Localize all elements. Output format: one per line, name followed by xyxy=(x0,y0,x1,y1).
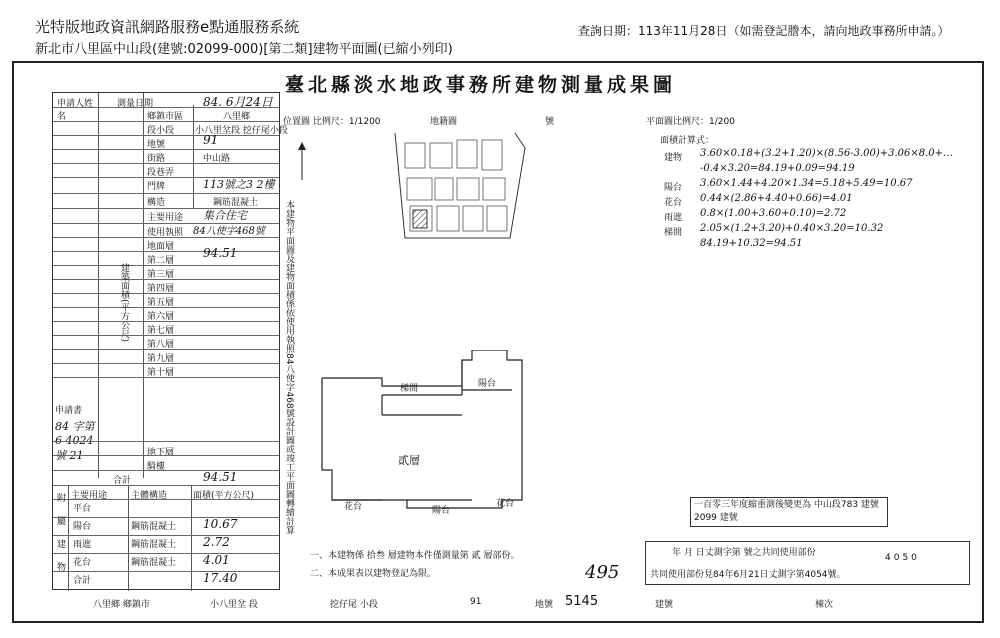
footer-lot-label: 地號 xyxy=(535,600,554,610)
floor-label: 地面層 xyxy=(147,242,175,252)
aux-cell-area: 2.72 xyxy=(203,535,230,549)
map-number-label: 地籍圖 xyxy=(430,117,458,127)
floor-label: 第十層 xyxy=(147,368,175,378)
calc-formula: -0.4×3.20=84.19+0.09=94.19 xyxy=(700,163,855,174)
vertical-note: 本建物平面圖及建物面積係依使用執照84八使字468號設計圖或竣工平面圖轉繪計算 xyxy=(284,200,294,535)
lot-value: 91 xyxy=(203,133,219,147)
calc-heading: 面積計算式： xyxy=(660,136,715,146)
base-label-3: 街路 xyxy=(147,154,166,164)
calc-label: 梯間 xyxy=(664,228,683,238)
north-arrow-icon xyxy=(296,142,308,182)
footer-building-label: 建號 xyxy=(655,600,674,610)
aux-cell-structure: 鋼筋混凝土 xyxy=(131,540,177,550)
structure-value: 鋼筋混凝土 xyxy=(213,198,259,208)
total-value: 94.51 xyxy=(203,470,238,484)
calc-label: 花台 xyxy=(664,198,683,208)
note-1: 一、本建物係 拾叁 層建物本件僅測量第 貳 層部份。 xyxy=(310,551,520,561)
aux-cell-use: 雨遮 xyxy=(73,540,92,550)
floor-label: 第八層 xyxy=(147,340,175,350)
application-label: 申請書 xyxy=(55,406,83,416)
footer-lot-no: 5145 xyxy=(565,594,599,609)
building-info-table xyxy=(52,92,288,590)
floor-label: 第三層 xyxy=(147,270,175,280)
handwritten-number: 495 xyxy=(585,562,620,583)
footer-sheet-label: 棟次 xyxy=(815,600,834,610)
floor-label: 第七層 xyxy=(147,326,175,336)
section-value: 小八里坌段 挖仔尾小段 xyxy=(195,126,288,136)
note-2: 二、本成果表以建物登記為限。 xyxy=(310,569,437,579)
calc-formula: 2.05×(1.2+3.20)+0.40×3.20=10.32 xyxy=(700,223,884,234)
floor-label: 第二層 xyxy=(147,256,175,266)
plan-scale: 平面圖比例尺：1/200 xyxy=(646,117,735,127)
basement-label-0: 地下層 xyxy=(147,448,175,458)
side-label-building: 建築面積(平方公尺) xyxy=(119,263,129,343)
shared-line-1: 年 月 日丈測字第 號之共同使用部份 xyxy=(672,548,816,558)
calc-formula: 84.19+10.32=94.51 xyxy=(700,238,803,249)
calc-formula: 3.60×0.18+(3.2+1.20)×(8.56-3.00)+3.06×8.0+… xyxy=(700,148,954,159)
renumber-stamp: 一百零三年度縮重測後變更為 中山段783 建號2099 建號 xyxy=(690,497,888,527)
township-value: 八里鄉 xyxy=(223,112,251,122)
base-label-1: 段小段 xyxy=(147,126,175,136)
calc-formula: 0.8×(1.00+3.60+0.10)=2.72 xyxy=(700,208,847,219)
applicant-label: 申請人姓名 xyxy=(57,99,94,122)
structure-label: 構造 xyxy=(147,198,166,208)
base-label-2: 地號 xyxy=(147,140,166,150)
aux-cell-structure: 鋼筋混凝土 xyxy=(131,522,177,532)
plan-label-stair: 梯間 xyxy=(400,384,419,394)
plan-label-floor: 貳層 xyxy=(398,454,420,467)
side-aux-label: 附屬建物 xyxy=(55,493,65,585)
aux-cell-use: 合計 xyxy=(73,576,92,586)
floor-label: 第四層 xyxy=(147,284,175,294)
aux-cell-area: 4.01 xyxy=(203,553,230,567)
query-date: 查詢日期：113年11月28日（如需登記謄本，請向地政事務所申請。） xyxy=(578,24,950,38)
floor-label: 第六層 xyxy=(147,312,175,322)
shared-line-1-value: 4050 xyxy=(885,553,920,563)
door-value: 113號之3 2樓 xyxy=(203,178,275,191)
license-label: 使用執照 xyxy=(147,228,184,238)
aux-cell-area: 10.67 xyxy=(203,517,238,531)
license-value: 84八使字468號 xyxy=(193,226,265,237)
aux-cell-structure: 鋼筋混凝土 xyxy=(131,558,177,568)
total-label: 合計 xyxy=(113,476,132,486)
aux-header-2: 面積(平方公尺) xyxy=(193,491,255,501)
calc-formula: 3.60×1.44+4.20×1.34=5.18+5.49=10.67 xyxy=(700,178,913,189)
aux-cell-use: 平台 xyxy=(73,504,92,514)
floor-label: 第九層 xyxy=(147,354,175,364)
use-label: 主要用途 xyxy=(147,213,184,223)
footer-lot: 91 xyxy=(470,597,482,607)
shared-line-2: 共同使用部份見84年6月21日丈測字第4054號。 xyxy=(650,570,846,580)
basement-label-1: 騎樓 xyxy=(147,462,166,472)
footer-section: 小八里坌 段 xyxy=(210,600,258,610)
street-value: 中山路 xyxy=(203,154,231,164)
document-title: 臺北縣淡水地政事務所建物測量成果圖 xyxy=(285,74,677,96)
base-label-4: 段巷弄 xyxy=(147,168,175,178)
survey-date-label: 測量日期 xyxy=(117,99,154,109)
floor-label: 第五層 xyxy=(147,298,175,308)
application-value: 84 字第6 4024號 21 xyxy=(55,420,95,462)
aux-header-1: 主體構造 xyxy=(131,491,168,501)
location-map-label: 位置圖 比例尺：1/1200 xyxy=(283,117,381,127)
plan-label-flower-1: 花台 xyxy=(344,502,363,512)
base-label-5: 門牌 xyxy=(147,182,166,192)
aux-cell-use: 花台 xyxy=(73,558,92,568)
system-title: 光特版地政資訊網路服務e點通服務系統 xyxy=(35,18,300,36)
footer-subsection: 挖仔尾 小段 xyxy=(330,600,378,610)
floor-plan xyxy=(312,350,542,520)
aux-header-0: 主要用途 xyxy=(71,491,108,501)
calc-label: 建物 xyxy=(664,153,683,163)
survey-date-value: 84. 6月24日 xyxy=(203,95,273,109)
plan-label-balcony: 陽台 xyxy=(478,379,497,389)
footer-township: 八里鄉 鄉鎮市 xyxy=(93,600,150,610)
plan-label-balcony-2: 陽台 xyxy=(432,506,451,516)
location-map xyxy=(385,128,535,248)
calc-label: 陽台 xyxy=(664,183,683,193)
plan-label-flower-2: 花台 xyxy=(496,499,515,509)
calc-formula: 0.44×(2.86+4.40+0.66)=4.01 xyxy=(700,193,853,204)
address-line: 新北市八里區中山段(建號:02099-000)[第二類]建物平面圖(已縮小列印) xyxy=(35,42,453,57)
base-label-0: 鄉鎮市區 xyxy=(147,112,184,122)
calc-label: 雨遮 xyxy=(664,213,683,223)
map-number-suffix: 號 xyxy=(545,117,555,127)
second-floor-area: 94.51 xyxy=(203,246,238,260)
aux-cell-area: 17.40 xyxy=(203,571,238,585)
use-value: 集合住宅 xyxy=(203,209,247,222)
aux-cell-use: 陽台 xyxy=(73,522,92,532)
